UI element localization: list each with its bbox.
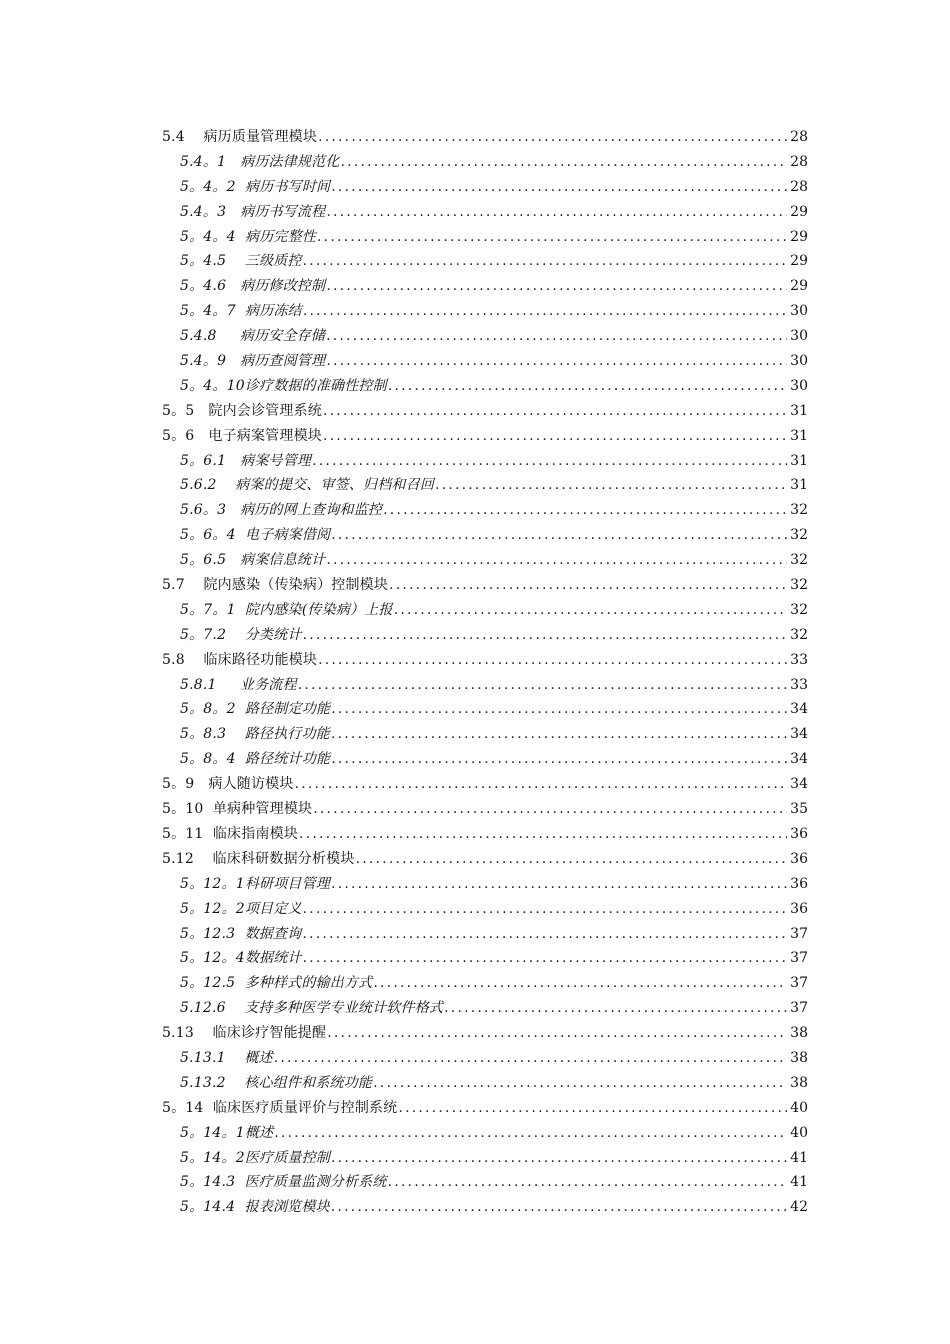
toc-dot-leader <box>331 523 787 548</box>
toc-entry-subsection[interactable] <box>162 1071 808 1096</box>
toc-entry-title: 5。12。2项目定义 <box>180 900 302 917</box>
toc-dot-leader <box>274 1046 787 1071</box>
toc-entry-title: 5.8.1 业务流程 <box>180 676 297 693</box>
toc-page-number: 29 <box>790 228 808 245</box>
toc-entry-title: 5。7.2 分类统计 <box>180 626 302 643</box>
toc-entry-subsection[interactable] <box>162 498 808 523</box>
toc-entry-subsection[interactable] <box>162 872 808 897</box>
toc-entry-title: 5.7 院内感染（传染病）控制模块 <box>162 577 389 594</box>
toc-page-number: 31 <box>790 402 808 419</box>
toc-page-number: 37 <box>790 950 808 967</box>
toc-entry-subsection[interactable] <box>162 922 808 947</box>
toc-entry-subsection[interactable] <box>162 697 808 722</box>
toc-dot-leader <box>394 598 787 623</box>
toc-entry-title: 5。14.4 报表浏览模块 <box>180 1199 330 1216</box>
toc-entry-title: 5。14.3 医疗质量监测分析系统 <box>180 1174 387 1191</box>
toc-entry-title: 5。12.3 数据查询 <box>180 925 302 942</box>
toc-dot-leader <box>313 797 787 822</box>
toc-entry-section[interactable] <box>162 399 808 424</box>
toc-dot-leader <box>303 946 787 971</box>
toc-entry-title: 5.4。3 病历书写流程 <box>180 203 326 220</box>
toc-entry-section[interactable] <box>162 125 808 150</box>
toc-page-number: 28 <box>790 129 808 145</box>
toc-entry-subsection[interactable] <box>162 324 808 349</box>
toc-entry-subsection[interactable] <box>162 299 808 324</box>
toc-page-number: 32 <box>790 552 808 569</box>
toc-dot-leader <box>331 1195 787 1220</box>
toc-page-number: 36 <box>790 850 808 867</box>
toc-page-number: 28 <box>790 178 808 195</box>
toc-page-number: 37 <box>790 975 808 992</box>
toc-dot-leader <box>303 623 787 648</box>
toc-entry-title: 5。4。7 病历冻结 <box>180 303 302 320</box>
toc-entry-title: 5。4.5 三级质控 <box>180 253 302 270</box>
toc-entry-title: 5.6.2 病案的提交、审签、归档和召回 <box>180 477 435 494</box>
toc-dot-leader <box>295 772 787 797</box>
toc-entry-subsection[interactable] <box>162 946 808 971</box>
toc-page-number: 30 <box>790 328 808 345</box>
toc-entry-subsection[interactable] <box>162 200 808 225</box>
toc-entry-title: 5。4。4 病历完整性 <box>180 228 317 245</box>
toc-page-number: 38 <box>790 1074 808 1091</box>
toc-entry-subsection[interactable] <box>162 623 808 648</box>
toc-entry-subsection[interactable] <box>162 1121 808 1146</box>
toc-dot-leader <box>326 324 787 349</box>
toc-dot-leader <box>444 996 787 1021</box>
toc-entry-title: 5.13 临床诊疗智能提醒 <box>162 1025 327 1042</box>
toc-entry-title: 5。6.5 病案信息统计 <box>180 552 326 569</box>
toc-dot-leader <box>303 299 787 324</box>
toc-entry-title: 5。6.1 病案号管理 <box>180 452 312 469</box>
toc-entry-title: 5。12。4数据统计 <box>180 950 302 967</box>
toc-page-number: 38 <box>790 1049 808 1066</box>
toc-page-number: 28 <box>790 153 808 170</box>
toc-entry-title: 5。4。10诊疗数据的准确性控制 <box>180 377 387 394</box>
toc-entry-subsection[interactable] <box>162 598 808 623</box>
toc-entry-subsection[interactable] <box>162 548 808 573</box>
toc-entry-subsection[interactable] <box>162 673 808 698</box>
toc-dot-leader <box>388 1170 787 1195</box>
toc-dot-leader <box>331 722 787 747</box>
toc-entry-title: 5.13.1 概述 <box>180 1049 273 1066</box>
toc-entry-title: 5。4。2 病历书写时间 <box>180 178 331 195</box>
toc-entry-title: 5.12 临床科研数据分析模块 <box>162 850 355 867</box>
toc-entry-subsection[interactable] <box>162 996 808 1021</box>
toc-entry-subsection[interactable] <box>162 1195 808 1220</box>
toc-dot-leader <box>373 971 787 996</box>
toc-dot-leader <box>303 897 787 922</box>
toc-entry-subsection[interactable] <box>162 374 808 399</box>
toc-entry-subsection[interactable] <box>162 971 808 996</box>
toc-entry-title: 5.4。9 病历查阅管理 <box>180 353 326 370</box>
toc-page-number: 36 <box>790 900 808 917</box>
toc-dot-leader <box>317 225 787 250</box>
toc-entry-section[interactable] <box>162 822 808 847</box>
toc-entry-title: 5。6 电子病案管理模块 <box>162 427 322 444</box>
toc-page-number: 33 <box>790 676 808 693</box>
toc-entry-section[interactable] <box>162 1096 808 1121</box>
toc-entry-title: 5。14。1概述 <box>180 1124 274 1141</box>
toc-entry-subsection[interactable] <box>162 897 808 922</box>
toc-page-number: 32 <box>790 601 808 618</box>
toc-entry-section[interactable] <box>162 772 808 797</box>
toc-entry-title: 5.6。3 病历的网上查询和监控 <box>180 502 383 519</box>
toc-dot-leader <box>326 349 787 374</box>
toc-page-number: 32 <box>790 626 808 643</box>
toc-page-number: 31 <box>790 452 808 469</box>
toc-page-number: 32 <box>790 502 808 519</box>
toc-page-number: 34 <box>790 701 808 718</box>
toc-entry-section[interactable] <box>162 424 808 449</box>
toc-entry-section[interactable] <box>162 847 808 872</box>
toc-page-number: 29 <box>790 278 808 295</box>
toc-dot-leader <box>312 449 787 474</box>
toc-dot-leader <box>298 673 787 698</box>
toc-dot-leader <box>373 1071 787 1096</box>
toc-dot-leader <box>318 648 787 673</box>
toc-dot-leader <box>388 374 787 399</box>
toc-page-number: 41 <box>790 1149 808 1166</box>
toc-dot-leader <box>331 747 787 772</box>
toc-dot-leader <box>323 399 787 424</box>
toc-entry-section[interactable] <box>162 1021 808 1046</box>
toc-dot-leader <box>389 573 787 598</box>
toc-entry-title: 5。7。1 院内感染(传染病）上报 <box>180 601 393 618</box>
toc-dot-leader <box>326 548 787 573</box>
toc-entry-title: 5.12.6 支持多种医学专业统计软件格式 <box>180 1000 444 1017</box>
toc-entry-title: 5。8.3 路径执行功能 <box>180 726 330 743</box>
toc-page-number: 35 <box>790 801 808 818</box>
toc-page-number: 30 <box>790 353 808 370</box>
toc-page-number: 40 <box>790 1124 808 1141</box>
toc-entry-title: 5。9 病人随访模块 <box>162 776 294 793</box>
toc-page-number: 42 <box>790 1199 808 1216</box>
toc-entry-title: 5.4 病历质量管理模块 <box>162 129 318 145</box>
toc-entry-subsection[interactable] <box>162 523 808 548</box>
toc-entry-title: 5.4。1 病历法律规范化 <box>180 153 340 170</box>
toc-dot-leader <box>326 200 787 225</box>
toc-dot-leader <box>331 872 787 897</box>
toc-page-number: 30 <box>790 303 808 320</box>
toc-entry-title: 5。10 单病种管理模块 <box>162 801 313 818</box>
toc-dot-leader <box>318 125 787 150</box>
toc-dot-leader <box>302 922 787 947</box>
toc-dot-leader <box>327 1021 787 1046</box>
toc-entry-subsection[interactable] <box>162 1046 808 1071</box>
toc-page-number: 30 <box>790 377 808 394</box>
toc-page-number: 36 <box>790 875 808 892</box>
toc-page-number: 29 <box>790 253 808 270</box>
toc-entry-section[interactable] <box>162 797 808 822</box>
toc-dot-leader <box>398 1096 787 1121</box>
toc-dot-leader <box>383 498 787 523</box>
toc-entry-title: 5.8 临床路径功能模块 <box>162 651 318 668</box>
toc-entry-title: 5。8。2 路径制定功能 <box>180 701 331 718</box>
toc-dot-leader <box>303 249 787 274</box>
toc-page-number: 32 <box>790 577 808 594</box>
toc-dot-leader <box>331 697 787 722</box>
toc-entry-title: 5。14。2医疗质量控制 <box>180 1149 331 1166</box>
toc-dot-leader <box>323 424 787 449</box>
toc-dot-leader <box>274 1121 787 1146</box>
toc-page-number: 38 <box>790 1025 808 1042</box>
toc-page-number: 31 <box>790 477 808 494</box>
toc-dot-leader <box>331 175 787 200</box>
toc-entry-title: 5。8。4 路径统计功能 <box>180 751 331 768</box>
toc-page-number: 40 <box>790 1099 808 1116</box>
toc-dot-leader <box>331 1146 787 1171</box>
toc-entry-subsection[interactable] <box>162 349 808 374</box>
toc-page-number: 34 <box>790 751 808 768</box>
toc-page-number: 34 <box>790 726 808 743</box>
toc-entry-subsection[interactable] <box>162 175 808 200</box>
toc-page-number: 32 <box>790 527 808 544</box>
toc-entry-subsection[interactable] <box>162 1170 808 1195</box>
toc-entry-subsection[interactable] <box>162 747 808 772</box>
toc-page-number: 36 <box>790 825 808 842</box>
toc-entry-title: 5。11 临床指南模块 <box>162 825 299 842</box>
toc-entry-title: 5.4.8 病历安全存储 <box>180 328 326 345</box>
toc-entry-subsection[interactable] <box>162 225 808 250</box>
toc-page-number: 29 <box>790 203 808 220</box>
toc-dot-leader <box>326 274 787 299</box>
toc-entry-section[interactable] <box>162 573 808 598</box>
toc-page-number: 31 <box>790 427 808 444</box>
toc-dot-leader <box>299 822 787 847</box>
toc-entry-subsection[interactable] <box>162 249 808 274</box>
toc-dot-leader <box>356 847 787 872</box>
toc-entry-subsection[interactable] <box>162 150 808 175</box>
toc-entry-title: 5。12。1科研项目管理 <box>180 875 331 892</box>
toc-page-number: 33 <box>790 651 808 668</box>
toc-entry-subsection[interactable] <box>162 722 808 747</box>
toc-entry-subsection[interactable] <box>162 473 808 498</box>
toc-entry-subsection[interactable] <box>162 1146 808 1171</box>
toc-entry-section[interactable] <box>162 648 808 673</box>
toc-page-number: 41 <box>790 1174 808 1191</box>
toc-page-number: 37 <box>790 1000 808 1017</box>
table-of-contents <box>162 125 808 1220</box>
toc-page-number: 37 <box>790 925 808 942</box>
toc-dot-leader <box>341 150 787 175</box>
toc-dot-leader <box>435 473 787 498</box>
toc-entry-title: 5。12.5 多种样式的输出方式 <box>180 975 373 992</box>
toc-entry-title: 5。6。4 电子病案借阅 <box>180 527 331 544</box>
toc-entry-subsection[interactable] <box>162 449 808 474</box>
toc-entry-title: 5。14 临床医疗质量评价与控制系统 <box>162 1099 398 1116</box>
toc-entry-title: 5。5 院内会诊管理系统 <box>162 402 322 419</box>
toc-entry-title: 5.13.2 核心组件和系统功能 <box>180 1074 373 1091</box>
toc-page-number: 34 <box>790 776 808 793</box>
toc-entry-title: 5。4.6 病历修改控制 <box>180 278 326 295</box>
toc-entry-subsection[interactable] <box>162 274 808 299</box>
